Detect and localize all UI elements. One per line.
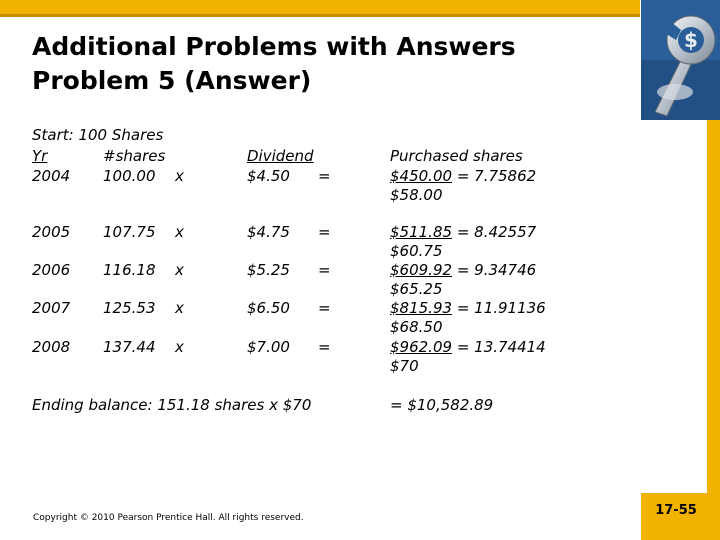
- row-equals: =: [318, 167, 331, 185]
- right-accent-band: [707, 120, 720, 540]
- row-amount: $815.93: [390, 299, 453, 317]
- row-amount-result: [390, 338, 546, 357]
- row-amount-result: [390, 167, 536, 186]
- svg-text:$: $: [684, 28, 698, 52]
- row-price: $58.00: [390, 186, 443, 204]
- header-purchased: Purchased shares: [390, 147, 523, 165]
- row-equals: =: [318, 223, 331, 241]
- row-shares: 107.75: [103, 223, 156, 241]
- row-dividend: $4.75: [247, 223, 290, 241]
- row-shares: 137.44: [103, 338, 156, 356]
- row-dividend: $5.25: [247, 261, 290, 279]
- header-yr: Yr: [32, 147, 48, 165]
- wrench-dollar-graphic: [641, 0, 720, 120]
- row-dividend: $7.00: [247, 338, 290, 356]
- header-yr-shares: [32, 147, 247, 166]
- row-result: = 7.75862: [456, 167, 537, 185]
- row-year: 2005: [32, 223, 71, 241]
- row-amount: $609.92: [390, 261, 453, 279]
- row-year: 2006: [32, 261, 71, 279]
- row-shares: 100.00: [103, 167, 156, 185]
- wrench-dollar-logo-icon: [641, 0, 720, 120]
- title-line-2: Problem 5 (Answer): [32, 66, 312, 95]
- start-label: Start: 100 Shares: [32, 126, 164, 144]
- row-price: $70: [390, 357, 419, 375]
- row-equals: =: [318, 338, 331, 356]
- row-dividend: $6.50: [247, 299, 290, 317]
- header-dividend: Dividend: [247, 147, 314, 165]
- row-result: = 9.34746: [456, 261, 537, 279]
- top-accent-band: [0, 0, 640, 14]
- row-dividend: $4.50: [247, 167, 290, 185]
- row-times: x: [175, 223, 184, 241]
- row-amount-result: [390, 299, 546, 318]
- row-result: = 11.91136: [456, 299, 546, 317]
- row-result: = 8.42557: [456, 223, 537, 241]
- row-amount-result: [390, 223, 536, 242]
- ending-balance-label: Ending balance: 151.18 shares x $70: [32, 396, 312, 414]
- row-shares: 116.18: [103, 261, 156, 279]
- row-price: $65.25: [390, 280, 443, 298]
- row-equals: =: [318, 261, 331, 279]
- title-line-1: Additional Problems with Answers: [32, 32, 516, 61]
- row-year: 2004: [32, 167, 71, 185]
- page-number: 17-55: [655, 503, 697, 518]
- header-shares: #shares: [103, 147, 166, 165]
- copyright-notice: Copyright © 2010 Pearson Prentice Hall. All rights reserved.: [33, 513, 304, 523]
- top-accent-shadow: [0, 14, 640, 17]
- page-title: [32, 30, 516, 98]
- row-amount-result: [390, 261, 536, 280]
- row-times: x: [175, 261, 184, 279]
- ending-balance-value: = $10,582.89: [390, 396, 494, 414]
- row-times: x: [175, 167, 184, 185]
- row-amount: $450.00: [390, 167, 453, 185]
- row-year: 2007: [32, 299, 71, 317]
- row-times: x: [175, 299, 184, 317]
- row-price: $68.50: [390, 318, 443, 336]
- row-amount: $962.09: [390, 338, 453, 356]
- row-times: x: [175, 338, 184, 356]
- row-equals: =: [318, 299, 331, 317]
- row-shares: 125.53: [103, 299, 156, 317]
- row-amount: $511.85: [390, 223, 453, 241]
- row-year: 2008: [32, 338, 71, 356]
- row-result: = 13.74414: [456, 338, 546, 356]
- row-price: $60.75: [390, 242, 443, 260]
